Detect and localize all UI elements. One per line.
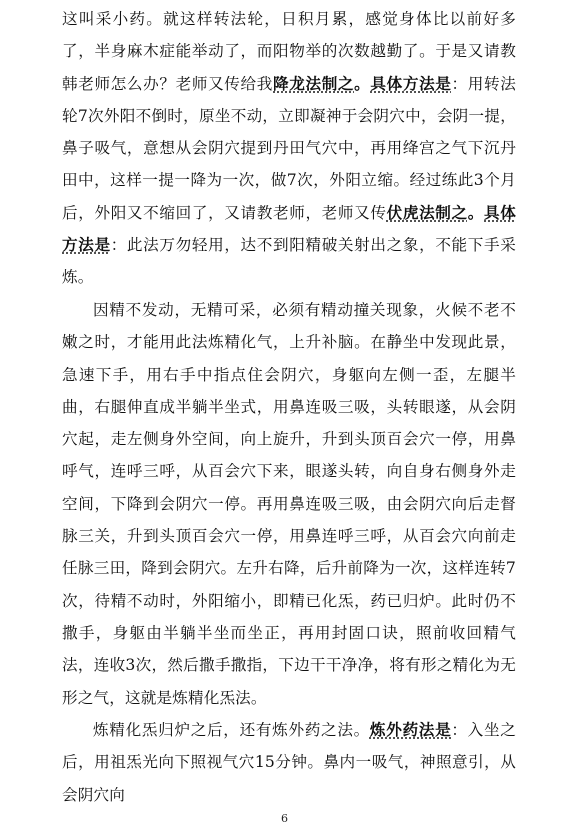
- method-title-dragon: 降龙法制之: [273, 73, 355, 93]
- paragraph-1-punctuation: 。: [467, 202, 484, 222]
- paragraph-1: [62, 3, 516, 294]
- paragraph-1-punctuation: 。: [354, 73, 371, 93]
- paragraph-3-segment: ：入坐之后，用祖炁光向下照视气穴15分钟。鼻内一吸气，神照意引，从会阴穴向: [62, 721, 516, 804]
- paragraph-1-segment: ：此法万勿轻用，达不到阳精破关射出之象，不能下手采炼。: [62, 236, 516, 287]
- paragraph-2-segment: 因精不发动，无精可采，必须有精动撞关现象，火候不老不嫩之时，才能用此法炼精化气，上升补脑。在静坐中发现此景，急速下手，用右手中指点住会阴穴，身躯向左侧一歪，左腿半曲，右腿伸直成半躺半坐式，用鼻连吸三吸，头转眼遂，从会阴穴起，走左侧身外空间，向上旋升，升到头顶百会穴一停，用鼻呼气，连呼三呼，从百会穴下来，眼遂头转，向自身右侧身外走空间，下降到会阴穴一停。再用鼻连吸三吸，由会阴穴向后走督脉三关，升到头顶百会穴一停，用鼻连呼三呼，从百会穴向前走任脉三田，降到会阴穴。左升右降，后升前降为一次，这样连转7次，待精不动时，外阳缩小，即精已化炁，药已归炉。此时仍不撒手，身躯由半躺半坐而坐正，再用封固口诀，照前收回精气法，连收3次，然后撒手撒指，下边干干净净，将有形之精化为无形之气，这就是炼精化炁法。: [62, 301, 516, 707]
- page-number: 6: [281, 812, 288, 825]
- paragraph-3-segment: 炼精化炁归炉之后，还有炼外药之法。: [93, 721, 370, 739]
- paragraph-1-text: [62, 3, 516, 294]
- paragraph-2-text: [62, 294, 516, 714]
- method-label: 具体方法是: [62, 202, 516, 255]
- paragraph-3-text: [62, 714, 516, 811]
- method-title-tiger: 伏虎法制之: [386, 202, 468, 222]
- paragraph-1-segment: ：用转法轮7次外阳不倒时，原坐不动，立即凝神于会阴穴中，会阴一提，鼻子吸气，意想从会阴穴提到丹田气穴中，再用绛宫之气下沉丹田中，这样一提一降为一次，做7次，外阳立缩。经过练此3个月后，外阳又不缩回了，又请教老师，老师又传: [62, 74, 516, 222]
- method-label: 具体方法是: [370, 73, 452, 93]
- paragraph-3: [62, 714, 516, 811]
- paragraph-2: [62, 294, 516, 714]
- method-title-external-medicine: 炼外药法是: [369, 720, 452, 739]
- paragraph-1-segment: 这叫采小药。就这样转法轮，日积月累，感觉身体比以前好多了，半身麻木症能举动了，而阳物举的次数越勤了。于是又请教韩老师怎么办？老师又传给我: [62, 10, 516, 93]
